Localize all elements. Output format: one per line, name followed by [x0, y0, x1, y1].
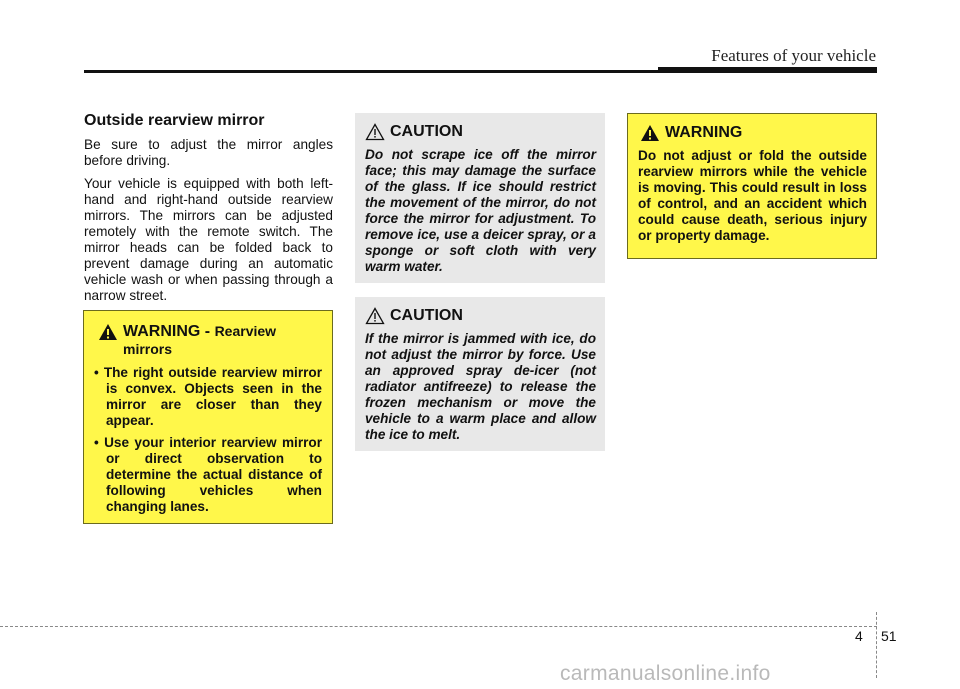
page-header-title: Features of your vehicle — [711, 46, 876, 65]
watermark: carmanualsonline.info — [560, 662, 771, 685]
warning-rearview-header — [94, 323, 322, 359]
warning-rearview-box — [83, 310, 333, 524]
warning-rearview-title: WARNING - — [123, 323, 211, 340]
caution-triangle-icon — [365, 307, 385, 325]
warning-triangle-icon — [98, 323, 118, 341]
list-item: • Use your interior rearview mirror or direct observation to determine the actual distance of following vehicles when changing lanes. — [94, 435, 322, 514]
caution-title: CAUTION — [390, 123, 463, 140]
warning-triangle-icon — [640, 124, 660, 142]
section-outside-rearview-mirror — [84, 112, 333, 311]
page-divider — [876, 612, 877, 678]
caution-body: If the mirror is jammed with ice, do not adjust the mirror by force. Use an approved spray de-icer (not radiator antifreeze) to release the frozen mechanism or move the vehicle to a warm place and allow the ice to melt. — [365, 331, 596, 442]
caution-header — [365, 123, 596, 141]
warning-fold-body: Do not adjust or fold the outside rearview mirrors while the vehicle is moving. This could result in loss of control, and an accident which could cause death, serious injury or property damage. — [638, 148, 867, 243]
warning-rearview-list — [94, 365, 322, 515]
list-item: • The right outside rearview mirror is convex. Objects seen in the mirror are closer than they appear. — [94, 365, 322, 428]
caution-body: Do not scrape ice off the mirror face; this may damage the surface of the glass. If ice should restrict the movement of the mirror, do not force the mirror for adjustment. To remove ice, use a deicer spray, or a sponge or soft cloth with very warm water. — [365, 147, 596, 274]
caution-jammed-box — [355, 297, 605, 451]
section-title: Outside rearview mirror — [84, 112, 265, 129]
warning-fold-title: WARNING — [665, 124, 743, 141]
paragraph-2: Your vehicle is equipped with both left-hand and right-hand outside rearview mirrors. The mirrors can be adjusted remotely with the remote switch. The mirror heads can be folded back to prevent damage during an automatic vehicle wash or when passing through a narrow street. — [84, 176, 333, 303]
caution-header — [365, 307, 596, 325]
caution-ice-scrape-box — [355, 113, 605, 283]
paragraph-1: Be sure to adjust the mirror angles before driving. — [84, 137, 333, 168]
warning-rearview-subtitle: Rearview mirrors — [123, 323, 277, 357]
caution-triangle-icon — [365, 123, 385, 141]
page-number: 51 — [881, 628, 897, 644]
warning-fold-header — [638, 124, 867, 142]
caution-title: CAUTION — [390, 307, 463, 324]
chapter-number: 4 — [855, 628, 863, 644]
header-rule — [84, 70, 877, 73]
footer-rule — [0, 626, 877, 627]
warning-fold-box — [627, 113, 877, 259]
